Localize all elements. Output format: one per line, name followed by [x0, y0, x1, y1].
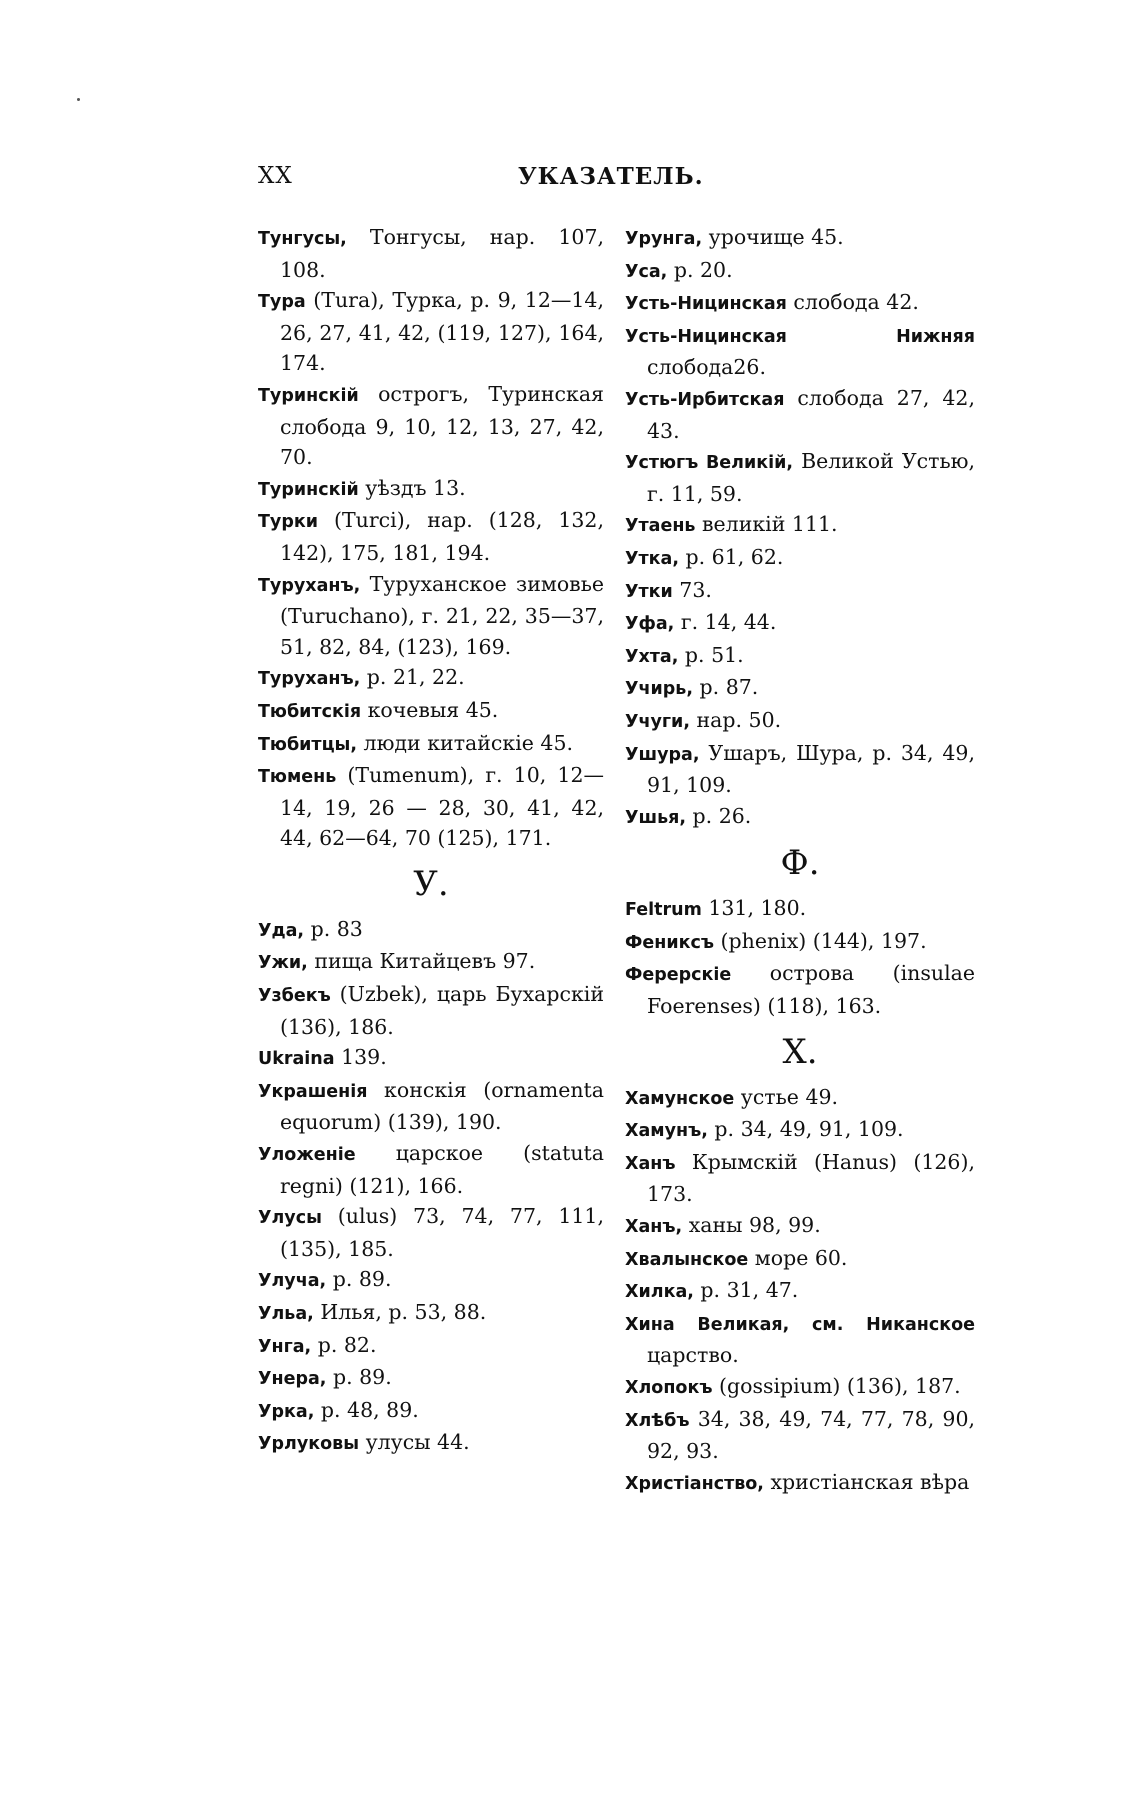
index-entry: [625, 607, 975, 640]
entry-references: р. 87.: [693, 675, 759, 700]
entry-headword: Ukraina: [258, 1049, 335, 1070]
entry-references: р. 83: [304, 916, 363, 941]
entry-references: (Turci), нар. (128, 132, 142), 175, 181, 194.: [280, 508, 604, 565]
entry-headword: Ханъ: [625, 1153, 676, 1174]
index-entry: [625, 1404, 975, 1467]
entry-references: Крымскій (Hanus) (126), 173.: [647, 1149, 975, 1207]
entry-references: (phenix) (144), 197.: [713, 928, 927, 953]
index-entry: [258, 979, 604, 1042]
index-column-left: [258, 222, 604, 1460]
index-entry: [625, 738, 975, 801]
entry-references: нар. 50.: [689, 707, 782, 732]
entry-references: (Tumenum), г. 10, 12—14, 19, 26 — 28, 30, 41, 42, 44, 62—64, 70 (125), 171.: [280, 763, 604, 851]
entry-references: р. 82.: [311, 1332, 377, 1357]
index-entry: [258, 1330, 604, 1363]
index-entry: [258, 473, 604, 506]
entry-headword: Тюмень: [258, 767, 337, 788]
index-entry: [258, 1201, 604, 1264]
entry-headword: Унера,: [258, 1369, 327, 1390]
entry-references: (Tura), Турка, р. 9, 12—14, 26, 27, 41, 42, (119, 127), 164, 174.: [280, 288, 604, 376]
page-header: [258, 163, 968, 197]
entry-headword: Ушья,: [625, 807, 687, 828]
index-entry: [625, 1243, 975, 1276]
entry-references: Тонгусы, нар. 107, 108.: [280, 225, 604, 282]
entry-headword: Ханъ,: [625, 1217, 683, 1238]
index-entry: [625, 893, 975, 926]
entry-references: слобода26.: [647, 355, 766, 380]
section-letter: У.: [413, 863, 449, 904]
entry-headword: Уложеніе: [258, 1145, 356, 1166]
entry-headword: Улусы: [258, 1208, 322, 1229]
entry-headword: Хина Великая, см. Никанское: [625, 1314, 975, 1335]
entry-headword: Утаень: [625, 516, 696, 537]
entry-headword: Тюбитцы,: [258, 734, 358, 755]
entry-headword: Ужи,: [258, 953, 308, 974]
index-entry: [625, 1467, 975, 1500]
index-entry: [625, 1210, 975, 1243]
entry-headword: Хилка,: [625, 1282, 694, 1303]
entry-headword: Уда,: [258, 920, 305, 941]
entry-headword: Тунгусы,: [258, 229, 347, 249]
entry-references: Илья, р. 53, 88.: [313, 1300, 487, 1324]
index-entry: [258, 1427, 604, 1460]
entry-references: р. 20.: [667, 257, 733, 282]
entry-headword: Хамунское: [625, 1088, 735, 1109]
entry-headword: Тура: [258, 292, 306, 313]
entry-references: 73.: [672, 577, 712, 602]
entry-references: р. 89.: [326, 1267, 392, 1292]
entry-headword: Хлѣбъ: [625, 1410, 690, 1431]
index-entry: [258, 1264, 604, 1297]
entry-headword: Урунга,: [625, 229, 703, 249]
entry-headword: Хамунъ,: [625, 1121, 708, 1142]
entry-headword: Уфа,: [625, 614, 675, 635]
index-entry: [625, 801, 975, 834]
index-entry: [258, 695, 604, 728]
entry-references: кочевыя 45.: [361, 697, 499, 722]
entry-headword: Хлопокъ: [625, 1378, 713, 1398]
index-entry: [625, 640, 975, 673]
entry-references: улусы 44.: [359, 1430, 470, 1455]
index-entry: [625, 958, 975, 1021]
entry-references: урочище 45.: [702, 225, 844, 249]
entry-references: р. 51.: [678, 642, 744, 667]
entry-headword: Унга,: [258, 1336, 312, 1357]
index-entry: [258, 946, 604, 979]
entry-headword: Узбекъ: [258, 986, 331, 1007]
entry-references: р. 34, 49, 91, 109.: [707, 1117, 904, 1142]
index-entry: [625, 926, 975, 959]
entry-headword: Ушура,: [625, 744, 700, 765]
index-entry: [258, 285, 604, 379]
entry-references: великій 111.: [695, 512, 838, 537]
entry-references: Туруханское зимовье (Turuchano), г. 21, 22, 35—37, 51, 82, 84, (123), 169.: [280, 571, 604, 659]
entry-references: Ушаръ, Шура, р. 34, 49, 91, 109.: [647, 740, 975, 798]
entry-headword: Feltrum: [625, 900, 702, 921]
entry-references: устье 49.: [734, 1084, 839, 1109]
entry-headword: Устюгъ Великій,: [625, 453, 794, 474]
index-entry: [625, 542, 975, 575]
page-number: XX: [258, 163, 293, 189]
entry-references: р. 48, 89.: [314, 1397, 419, 1422]
entry-headword: Туруханъ,: [258, 669, 361, 690]
entry-headword: Уса,: [625, 261, 668, 282]
entry-references: христіанская вѣра: [763, 1469, 970, 1494]
index-entry: [258, 1138, 604, 1201]
entry-references: р. 61, 62.: [678, 544, 784, 569]
page-title: УКАЗАТЕЛЬ.: [518, 163, 704, 190]
entry-references: (Uzbek), царь Бухарскій (136), 186.: [280, 982, 604, 1039]
entry-headword: Туринскій: [258, 479, 359, 500]
index-entry: [258, 760, 604, 854]
index-entry: [258, 505, 604, 568]
index-entry: [258, 1042, 604, 1075]
entry-references: царское (statuta regni) (121), 166.: [280, 1141, 604, 1198]
index-entry: [625, 287, 975, 320]
entry-references: уѣздъ 13.: [358, 475, 466, 500]
index-entry: [625, 1114, 975, 1147]
entry-headword: Фениксъ: [625, 932, 714, 953]
index-entry: [625, 1082, 975, 1115]
entry-headword: Усть-Ницинская: [625, 294, 787, 315]
index-entry: [258, 1362, 604, 1395]
index-column-right: [625, 222, 975, 1499]
entry-references: 34, 38, 49, 74, 77, 78, 90, 92, 93.: [647, 1406, 975, 1464]
entry-references: р. 31, 47.: [693, 1278, 799, 1303]
entry-references: г. 14, 44.: [674, 610, 777, 635]
index-entry: [625, 1308, 975, 1371]
index-entry: [625, 383, 975, 446]
index-entry: [625, 446, 975, 509]
entry-headword: Учирь,: [625, 679, 694, 700]
index-entry: [258, 222, 604, 285]
entry-headword: Туринскій: [258, 385, 359, 406]
index-entry: [258, 662, 604, 695]
index-entry: [258, 1395, 604, 1428]
entry-references: ханы 98, 99.: [682, 1213, 821, 1238]
index-entry: [258, 1075, 604, 1138]
entry-references: р. 26.: [686, 803, 752, 828]
entry-references: царство.: [647, 1343, 739, 1368]
index-entry: [625, 1275, 975, 1308]
entry-references: Великой Устью, г. 11, 59.: [647, 449, 975, 506]
entry-references: (gossipium) (136), 187.: [712, 1374, 961, 1398]
index-entry: [625, 575, 975, 608]
entry-headword: Турки: [258, 512, 319, 533]
index-entry: [258, 728, 604, 761]
entry-references: пища Китайцевъ 97.: [307, 949, 536, 974]
index-entry: [625, 705, 975, 738]
entry-headword: Хвалынское: [625, 1249, 749, 1270]
index-entry: [258, 379, 604, 473]
section-letter: Х.: [782, 1031, 818, 1072]
index-entry: [625, 255, 975, 288]
index-entry: [625, 509, 975, 542]
entry-headword: Тюбитскія: [258, 701, 362, 722]
entry-references: 139.: [334, 1045, 387, 1070]
entry-references: (ulus) 73, 74, 77, 111, (135), 185.: [280, 1204, 604, 1261]
entry-headword: Ухта,: [625, 646, 679, 667]
index-entry: [258, 914, 604, 947]
entry-references: р. 21, 22.: [360, 665, 465, 690]
entry-references: слобода 27, 42, 43.: [647, 385, 975, 443]
index-entry: [258, 1297, 604, 1330]
entry-headword: Урлуковы: [258, 1434, 360, 1455]
entry-headword: Улуча,: [258, 1271, 327, 1292]
entry-headword: Усть-Ирбитская: [625, 389, 785, 410]
entry-references: острогъ, Туринская слобода 9, 10, 12, 13, 27, 42, 70.: [280, 381, 604, 470]
index-entry: [625, 1371, 975, 1404]
entry-references: море 60.: [748, 1245, 848, 1270]
print-speck: [77, 98, 80, 101]
entry-references: конскія (ornamenta equorum) (139), 190.: [280, 1077, 604, 1135]
entry-headword: Урка,: [258, 1401, 315, 1422]
index-entry: [625, 672, 975, 705]
section-letter: Ф.: [780, 843, 820, 884]
entry-references: слобода 42.: [786, 290, 919, 315]
entry-headword: Учуги,: [625, 711, 690, 732]
entry-headword: Украшенія: [258, 1081, 368, 1102]
entry-headword: Утка,: [625, 548, 679, 569]
index-entry: [258, 569, 604, 663]
index-entry: [625, 222, 975, 255]
entry-headword: Ульа,: [258, 1304, 314, 1324]
entry-references: острова (insulae Foerenses) (118), 163.: [647, 961, 975, 1019]
entry-references: люди китайскіе 45.: [357, 730, 574, 755]
index-entry: [625, 1147, 975, 1210]
index-entry: [625, 320, 975, 383]
entry-headword: Туруханъ,: [258, 575, 361, 596]
entry-references: 131, 180.: [701, 896, 807, 921]
entry-references: р. 89.: [326, 1365, 392, 1390]
entry-headword: Утки: [625, 581, 673, 602]
entry-headword: Усть-Ницинская Нижняя: [625, 326, 975, 347]
entry-headword: Ферерскіе: [625, 965, 732, 986]
entry-headword: Христіанство,: [625, 1473, 764, 1494]
